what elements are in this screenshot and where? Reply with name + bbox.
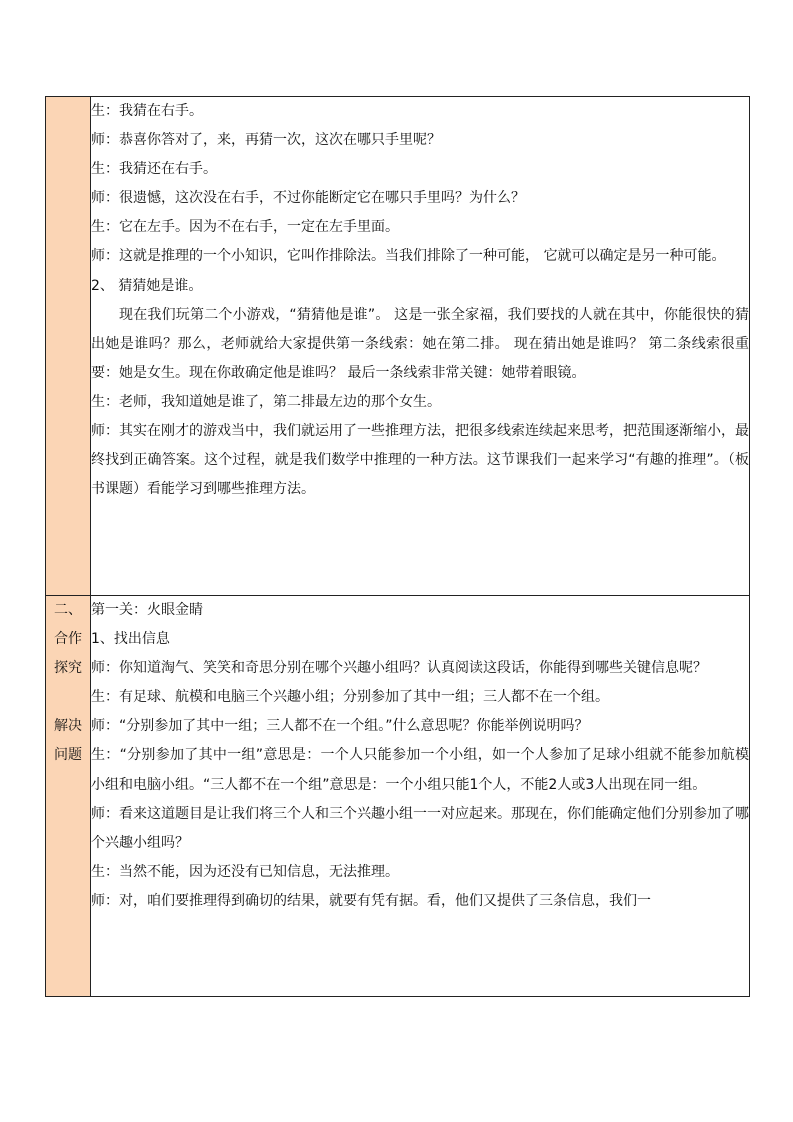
- lesson-plan-table: [45, 96, 750, 997]
- paragraph: 1、找出信息: [91, 631, 170, 648]
- section-label-gap: [46, 683, 90, 712]
- paragraph: 生：有足球、航模和电脑三个兴趣小组；分别参加了其中一组；三人都不在一个组。: [91, 689, 609, 706]
- section-label-cell: [46, 97, 91, 596]
- paragraph: 师：你知道淘气、笑笑和奇思分别在哪个兴趣小组吗？认真阅读这段话，你能得到哪些关键信息呢？: [91, 660, 707, 677]
- section-label-line: 合作: [54, 631, 82, 647]
- paragraph: 第一关：火眼金睛: [91, 602, 203, 618]
- section-label-line: 二、: [54, 602, 82, 618]
- section-label-line: 解决: [54, 718, 82, 734]
- section-label: [46, 596, 90, 770]
- paragraph: 2、 猜猜她是谁。: [91, 277, 203, 294]
- paragraph: 生：老师，我知道她是谁了，第二排最左边的那个女生。: [91, 393, 441, 410]
- content-cell: [91, 596, 750, 997]
- paragraph: 师：这就是推理的一个小知识，它叫作排除法。当我们排除了一种可能， 它就可以确定是另一种可能。: [91, 248, 726, 265]
- paragraph: 师：恭喜你答对了，来，再猜一次，这次在哪只手里呢？: [91, 132, 441, 149]
- paragraph: 生：“分别参加了其中一组”意思是：一个人只能参加一个小组，如一个人参加了足球小组就不能参加航模小组和电脑小组。“三人都不在一个组”意思是：一个小组只能1个人，不能2人或3人出现在同一组。: [91, 747, 749, 793]
- section-label-line: 探究: [54, 660, 82, 676]
- paragraph: 生：我猜在右手。: [91, 103, 203, 119]
- paragraph: 师：看来这道题目是让我们将三个人和三个兴趣小组一一对应起来。那现在，你们能确定他们分别参加了哪个兴趣小组吗？: [91, 805, 749, 851]
- paragraph: 生：我猜还在右手。: [91, 161, 217, 178]
- paragraph: 生：当然不能，因为还没有已知信息，无法推理。: [91, 863, 399, 880]
- content-cell: [91, 97, 750, 596]
- table-row: [46, 596, 750, 997]
- section-label-cell: [46, 596, 91, 997]
- paragraph: 师：“分别参加了其中一组；三人都不在一个组。”什么意思呢？你能举例说明吗？: [91, 718, 589, 735]
- paragraph: 现在我们玩第二个小游戏，“猜猜他是谁”。 这是一张全家福，我们要找的人就在其中，你能很快的猜出她是谁吗？那么，老师就给大家提供第一条线索：她在第二排。 现在猜出她是谁吗？ 第二条线索很重要：她是女生。现在你敢确定他是谁吗？ 最后一条线索非常关键：她带着眼镜。: [91, 306, 749, 381]
- table-row: [46, 97, 750, 596]
- section-label-line: 问题: [54, 747, 82, 763]
- paragraph: 师：对，咱们要推理得到确切的结果，就要有凭有据。看，他们又提供了三条信息，我们一: [91, 892, 651, 909]
- paragraph: 生：它在左手。因为不在右手，一定在左手里面。: [91, 219, 399, 236]
- paragraph: 师：其实在刚才的游戏当中，我们就运用了一些推理方法，把很多线索连续起来思考，把范围逐渐缩小，最终找到正确答案。这个过程，就是我们数学中推理的一种方法。这节课我们一起来学习“有趣的推理”。（板书课题）看能学习到哪些推理方法。: [91, 423, 749, 498]
- paragraph: 师：很遗憾，这次没在右手，不过你能断定它在哪只手里吗？为什么？: [91, 190, 525, 207]
